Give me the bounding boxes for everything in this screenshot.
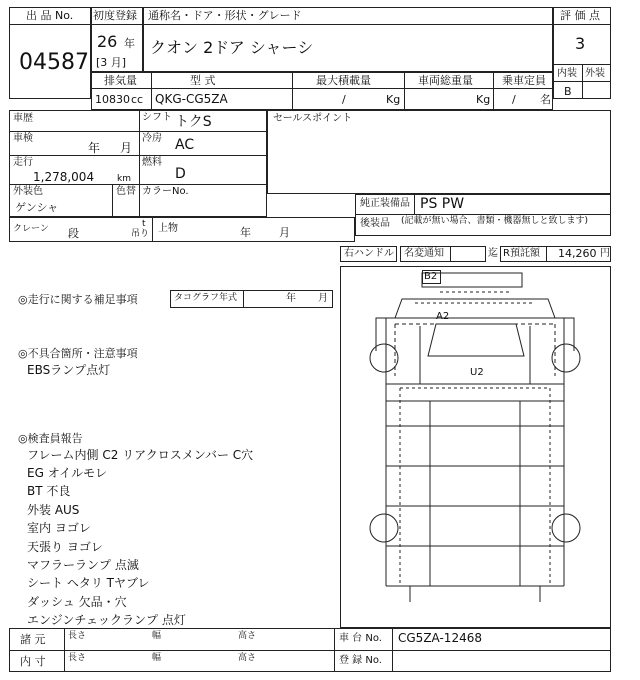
specs-label: 諸 元 (20, 633, 46, 646)
shift-value: トクS (175, 114, 212, 130)
max-load-unit: Kg (386, 93, 401, 106)
r-unit: 円 (600, 248, 610, 259)
inspector-line: シート ヘタリ Tヤブレ (27, 576, 150, 590)
gross-weight-unit: Kg (476, 93, 491, 106)
fuel-value: D (175, 166, 186, 182)
r-label: R預託額 (503, 248, 540, 259)
upper-year-unit: 年 (240, 226, 251, 239)
first-reg-month: [3 月] (96, 56, 127, 69)
crane-hang: 吊り (131, 229, 150, 239)
interior-dims-label: 内 寸 (20, 655, 46, 668)
tachograph-month-unit: 月 (318, 293, 328, 304)
inspector-line: 室内 ヨゴレ (27, 521, 91, 535)
fuel-label: 燃料 (142, 157, 162, 168)
inspector-line: BT 不良 (27, 484, 71, 498)
crane-box (9, 217, 355, 242)
aftermarket-label: 後装品 (360, 218, 390, 229)
color-code-label: カラーNo. (142, 186, 189, 197)
capacity-label: 乗車定員 (502, 74, 546, 87)
model-name: クオン 2ドア シャーシ (150, 38, 314, 57)
capacity-unit: 名 (540, 93, 551, 106)
max-load-sep: / (342, 93, 346, 106)
driving-notes-label: ◎走行に関する補足事項 (18, 293, 138, 306)
name-change: 名変通知 (404, 248, 444, 259)
r-amount: 14,260 (558, 247, 597, 260)
crane-stage: 段 (68, 227, 79, 240)
first-reg-year: 26 (97, 32, 118, 51)
first-reg-label: 初度登録 (93, 9, 137, 22)
interior-grade: B (564, 85, 572, 98)
defects-label: ◎不具合箇所・注意事項 (18, 347, 138, 360)
inspection-year-unit: 年 (88, 141, 101, 155)
inspector-line: フレーム内側 C2 リアクロスメンバー C穴 (27, 448, 254, 462)
ext-color-value: ゲンシャ (15, 201, 59, 214)
inspector-line: EG オイルモレ (27, 466, 108, 480)
tachograph-label: タコグラフ年式 (174, 293, 238, 303)
std-equipment-label: 純正装備品 (360, 198, 410, 209)
specs-length-label: 長さ (68, 631, 87, 641)
inspector-line: 天張り ヨゴレ (27, 540, 103, 554)
inspector-line: ダッシュ 欠品・穴 (27, 595, 127, 609)
history-label: 車歴 (13, 113, 33, 124)
first-reg-year-unit: 年 (124, 37, 135, 50)
inspector-line: 外装 AUS (27, 503, 80, 517)
displacement-unit: cc (131, 93, 144, 106)
defect-line: EBSランプ点灯 (27, 363, 111, 377)
type-value: QKG-CG5ZA (155, 92, 228, 106)
sales-point-label: セールスポイント (273, 113, 353, 124)
upper-label: 上物 (158, 223, 178, 234)
displacement-label: 排気量 (104, 74, 137, 87)
lot-number: 04587 (19, 50, 89, 75)
mark-a2: A2 (436, 311, 450, 322)
inspection-label: 車検 (13, 133, 33, 144)
mark-u2: U2 (470, 367, 484, 378)
type-label: 型 式 (190, 74, 216, 87)
aftermarket-note: (記載が無い場合、書類・機器無しと致します) (401, 216, 589, 226)
ac-label: 冷房 (142, 133, 162, 144)
crane-ton: t (142, 219, 146, 229)
color-change-label: 色替 (116, 186, 136, 197)
mark-b2: B2 (424, 271, 438, 282)
chassis-label: 車 台 No. (339, 633, 382, 644)
interior-length-label: 長さ (68, 653, 87, 663)
displacement-value: 10830 (95, 93, 130, 106)
mileage-label: 走行 (13, 157, 33, 168)
inspector-line: エンジンチェックランプ 点灯 (27, 613, 186, 627)
upper-month-unit: 月 (279, 226, 290, 239)
lot-label: 出 品 No. (26, 9, 74, 22)
interior-label: 内装 (557, 68, 577, 79)
model-label: 通称名・ドア・形状・グレード (148, 9, 302, 22)
exterior-label: 外装 (585, 68, 605, 79)
capacity-sep: / (512, 93, 516, 106)
registration-label: 登 録 No. (339, 655, 382, 666)
interior-width-label: 幅 (152, 653, 162, 663)
crane-label: クレーン (13, 224, 49, 234)
name-change-tag: 迄 (488, 248, 498, 259)
score-value: 3 (575, 34, 586, 53)
right-handle: 右ハンドル (344, 248, 394, 259)
chassis-number: CG5ZA-12468 (398, 631, 482, 645)
inspection-month-unit: 月 (120, 141, 133, 155)
specs-height-label: 高さ (238, 631, 257, 641)
std-equipment-value: PS PW (420, 196, 465, 212)
tachograph-year-unit: 年 (286, 293, 296, 304)
ext-color-label: 外装色 (13, 186, 43, 197)
ac-value: AC (175, 137, 195, 153)
truck-outline-drawing (340, 266, 611, 628)
inspector-line: マフラーランプ 点滅 (27, 558, 139, 572)
mileage-value: 1,278,004 (33, 170, 95, 184)
specs-width-label: 幅 (152, 631, 162, 641)
inspector-label: ◎検査員報告 (18, 432, 83, 445)
shift-label: シフト (142, 112, 172, 123)
score-label: 評 価 点 (560, 9, 600, 22)
gross-weight-label: 車両総重量 (418, 74, 473, 87)
mileage-unit: km (117, 174, 131, 184)
interior-height-label: 高さ (238, 653, 257, 663)
max-load-label: 最大積載量 (316, 74, 371, 87)
